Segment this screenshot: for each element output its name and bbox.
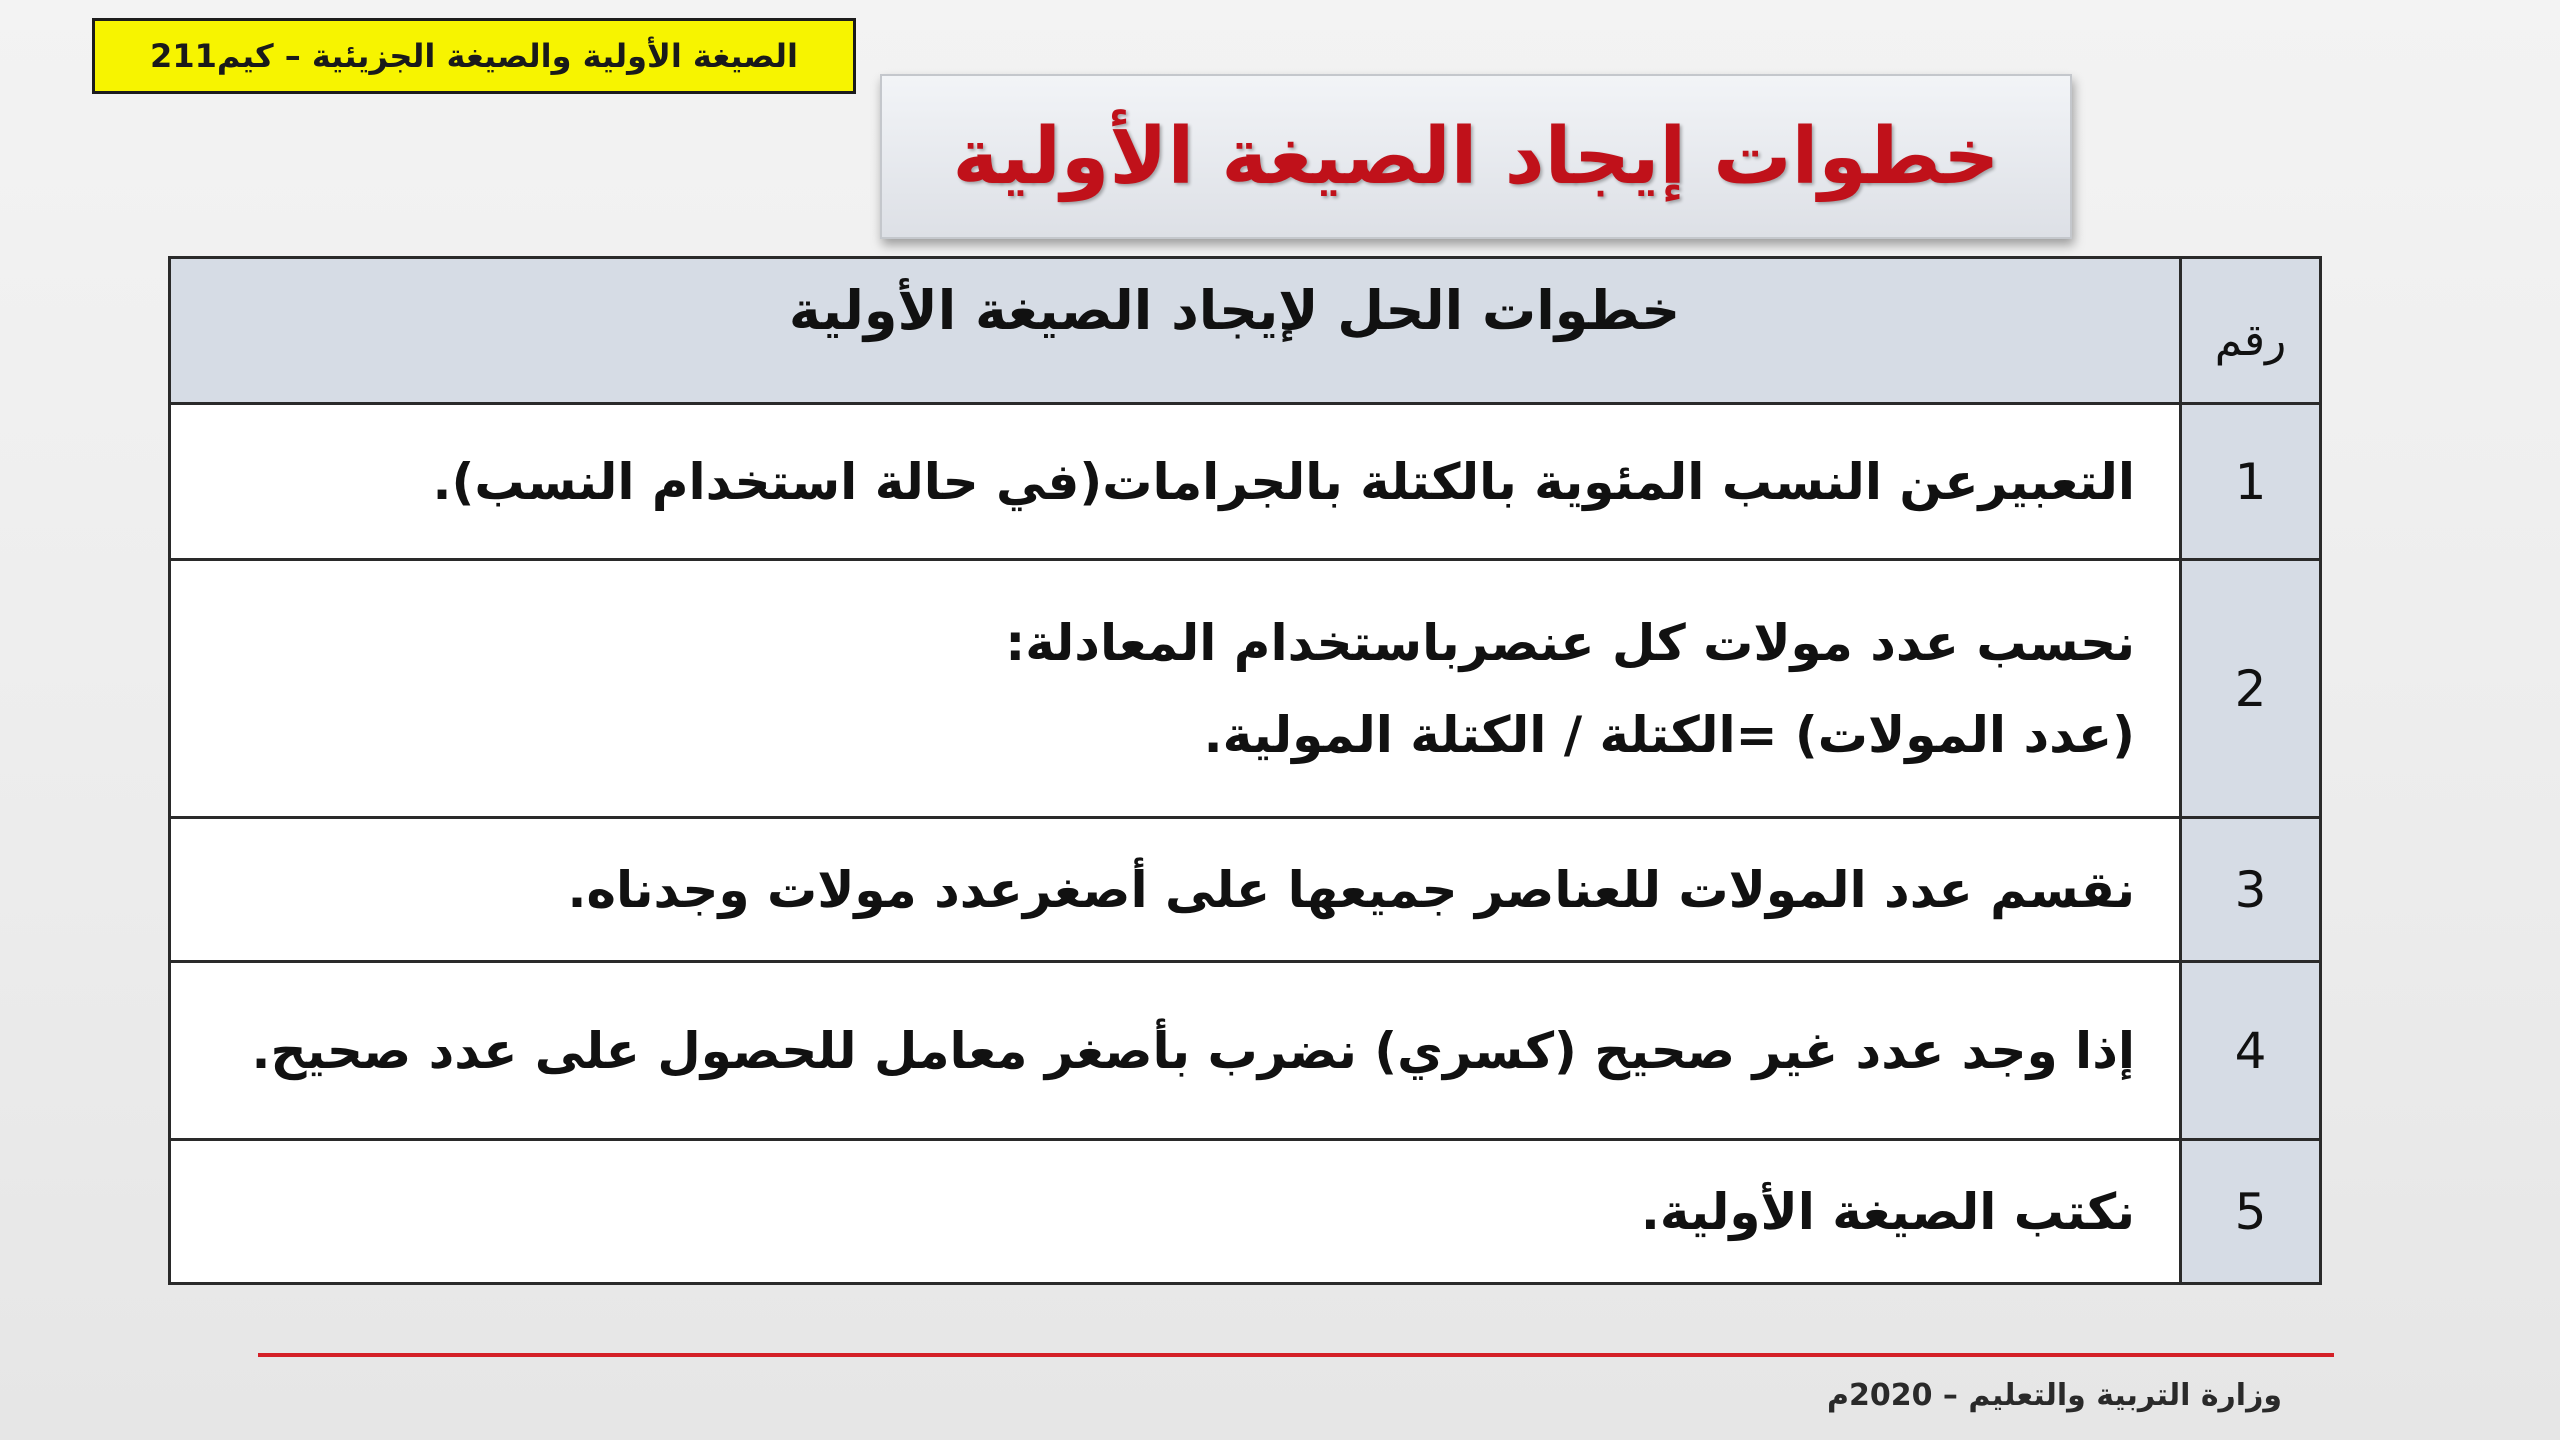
header-steps: خطوات الحل لإيجاد الصيغة الأولية (170, 258, 2181, 404)
row-text-multiline (170, 560, 2181, 818)
row-number: 1 (2181, 404, 2321, 560)
row-text-line-1: نحسب عدد مولات كل عنصرباستخدام المعادلة: (1005, 613, 2135, 672)
row-text: نقسم عدد المولات للعناصر جميعها على أصغرعدد مولات وجدناه. (170, 818, 2181, 962)
slide-title-box (880, 74, 2072, 239)
row-number: 3 (2181, 818, 2321, 962)
table-header-row (170, 258, 2321, 404)
row-number: 2 (2181, 560, 2321, 818)
row-text: نكتب الصيغة الأولية. (170, 1140, 2181, 1284)
footer-text: وزارة التربية والتعليم – 2020م (1826, 1378, 2282, 1413)
header-number: رقم (2181, 258, 2321, 404)
table-row (170, 962, 2321, 1140)
slide-title: خطوات إيجاد الصيغة الأولية (952, 111, 2000, 202)
row-number: 4 (2181, 962, 2321, 1140)
table-row (170, 560, 2321, 818)
table-row (170, 818, 2321, 962)
footer-divider (258, 1353, 2334, 1357)
course-label (92, 18, 856, 94)
row-text: التعبيرعن النسب المئوية بالكتلة بالجرامات(في حالة استخدام النسب). (170, 404, 2181, 560)
steps-table (168, 256, 2322, 1285)
table-row (170, 1140, 2321, 1284)
row-text: إذا وجد عدد غير صحيح (كسري) نضرب بأصغر معامل للحصول على عدد صحيح. (170, 962, 2181, 1140)
table-row (170, 404, 2321, 560)
row-text-line-2: (عدد المولات) =الكتلة / الكتلة المولية. (1203, 705, 2135, 764)
row-number: 5 (2181, 1140, 2321, 1284)
course-label-text: الصيغة الأولية والصيغة الجزيئية – كيم211 (150, 37, 798, 75)
